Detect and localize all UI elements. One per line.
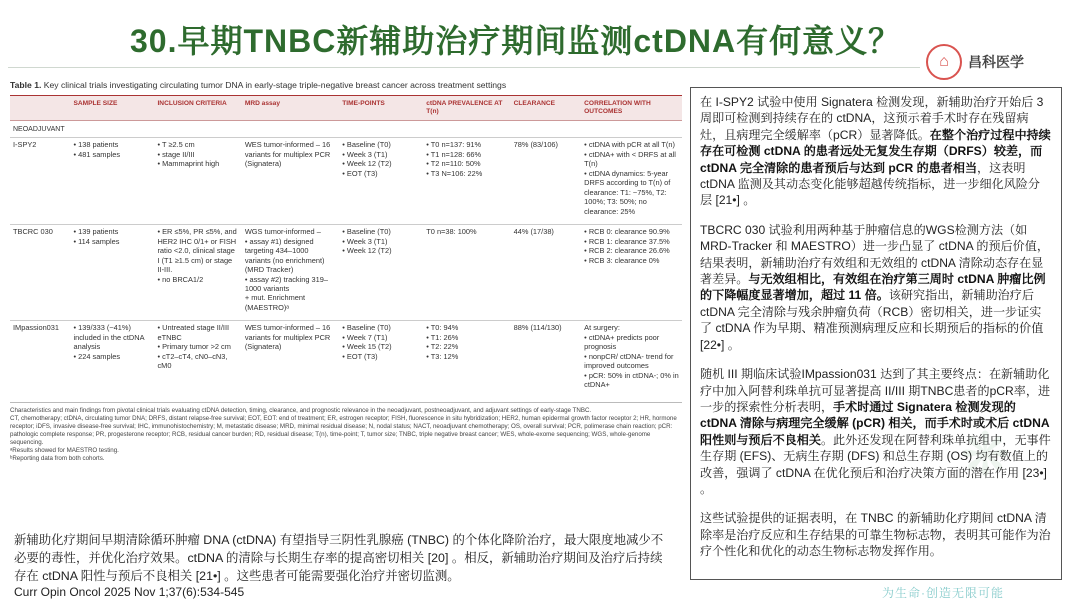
table-cell-inclusion: • T ≥2.5 cm • stage II/III • Mammaprint high bbox=[154, 138, 241, 225]
table-cell-mrd: WGS tumor-informed – • assay #1) designed targeting 434–1000 variants (no enrichment) (MRD Tracker) • assay #2) tracking 319–1000 variants + mut. Enrichment (MAESTRO)ᵃ bbox=[242, 225, 339, 321]
table-cell-trial: IMpassion031 bbox=[13, 323, 60, 333]
table-cell-sample: • 138 patients • 481 samples bbox=[70, 138, 154, 225]
brand-logo bbox=[926, 44, 1024, 80]
header-cell: CORRELATION WITH OUTCOMES bbox=[581, 96, 682, 121]
table-cell-sample: • 139 patients • 114 samples bbox=[70, 225, 154, 321]
table-cell-prevalence: • T0: 94% • T1: 26% • T2: 22% • T3: 12% bbox=[426, 323, 459, 361]
commentary-paragraph-conclusion: 这些试验提供的证据表明，在 TNBC 的新辅助化疗期间 ctDNA 清除率是治疗反应和生存结果的可靠生物标志物，表明其可能作为治疗个性化和优化的动态生物标志物发挥作用。 bbox=[700, 511, 1051, 559]
table-cell-outcomes: At surgery: • ctDNA+ predicts poor prognosis • nonpCR/ ctDNA- trend for improved outcomes • pCR: 50% in ctDNA-; 0% in ctDNA+ bbox=[584, 323, 679, 390]
table-footnotes bbox=[10, 402, 682, 463]
footnote-abbreviations: CT, chemotherapy; ctDNA, circulating tumor DNA; DRFS, distant relapse-free survival; EOT, EOT: end of treatment; ER, estrogen receptor; FISH, fluorescence in situ hybridization; HER2, human epidermal growth factor receptor 2; HR, hormone receptor; iDFS, invasive disease-free survival; IHC, immunohistochemistry; M, metastatic disease; MRD, minimal residual disease; N, nodal status; NACT, neoadjuvant chemotherapy; OS, overall survival; PCR, polimerase chain reaction; pCR: pathologic complete response; PR, progesterone receptor; RCB, residual cancer burden; RD, residual disease; T(n), time-point; T, tumor size; TNBC, triple negative breast cancer; WES, whole-exome sequencing; WGS, whole-genome sequencing. bbox=[10, 414, 677, 446]
citation: Curr Opin Oncol 2025 Nov 1;37(6):534-545 bbox=[14, 585, 245, 599]
table-cell-clearance: 78% (83/106) bbox=[511, 138, 582, 225]
table-cell-mrd: WES tumor-informed – 16 variants for multiplex PCR (Signatera) bbox=[244, 323, 331, 352]
table-cell-trial: TBCRC 030 bbox=[10, 225, 70, 321]
table-row bbox=[10, 138, 682, 225]
text-span: 。此外还发现在阿替利珠单抗组中，无事件生存期 (EFS)、无病生存期 (DFS) 和总生存期 (OS) 均有数值上的改善，强调了 ctDNA 在优化预后和治疗决策方面的潜在作用 [23•] 。 bbox=[700, 432, 1051, 496]
emphasis-span: 与无效组相比，有效组在治疗第三周时 ctDNA 肿瘤比例的下降幅度显著增加，超过 11 倍。 bbox=[700, 272, 1046, 303]
commentary-panel bbox=[690, 87, 1062, 580]
table-caption-label: Table 1. bbox=[10, 80, 42, 90]
section-label: NEOADJUVANT bbox=[10, 121, 682, 138]
table-cell-sample: • 139/333 (~41%) included in the ctDNA analysis • 224 samples bbox=[73, 323, 145, 361]
header-cell: CLEARANCE bbox=[511, 96, 582, 121]
clinical-trials-table-figure bbox=[10, 80, 682, 530]
table-cell-inclusion: • Untreated stage II/III eTNBC • Primary tumor >2 cm • cT2–cT4, cN0–cN3, cM0 bbox=[157, 323, 231, 371]
table-caption-text: Key clinical trials investigating circulating tumor DNA in early-stage triple-negative breast cancer across treatment settings bbox=[43, 80, 507, 90]
footnote-main: Characteristics and main findings from pivotal clinical trials evaluating ctDNA detection, timing, clearance, and prognostic relevance in the neoadjuvant, postneoadjuvant, and adjuvant settings of early-stage TNBC. bbox=[10, 406, 592, 414]
background-watermark: ❋ bbox=[960, 421, 1011, 488]
commentary-paragraph-tbcrc bbox=[700, 222, 1052, 353]
text-span: TBCRC 030 试验利用两种基于肿瘤信息的WGS检测方法（如 MRD-Tracker 和 MAESTRO）进一步凸显了 ctDNA 的预后价值，结果表明，新辅助治疗有效组和无效组的 ctDNA 清除动态存在显著差异。 bbox=[700, 222, 1049, 287]
table-cell-prevalence: • T0 n=137: 91% • T1 n=128: 66% • T2 n=110: 50% • T3 N=106: 22% bbox=[423, 138, 510, 225]
commentary-paragraph-impassion bbox=[700, 366, 1052, 497]
header-cell: SAMPLE SIZE bbox=[70, 96, 154, 121]
table-cell-clearance: 88% (114/130) bbox=[513, 323, 562, 333]
table-cell-inclusion: • ER ≤5%, PR ≤5%, and HER2 IHC 0/1+ or FISH ratio <2.0, clinical stage I (T1 ≥1.5 cm) or stage II-III. • no BRCA1/2 bbox=[154, 225, 241, 321]
table-cell-trial: I-SPY2 bbox=[10, 138, 70, 225]
table-cell-mrd: WES tumor-informed – 16 variants for multiplex PCR (Signatera) bbox=[242, 138, 339, 225]
table-header-row bbox=[10, 96, 682, 121]
logo-mark-icon: ⌂ bbox=[926, 44, 962, 80]
table-row bbox=[10, 225, 682, 321]
clinical-trials-table bbox=[10, 95, 682, 398]
text-span: 该研究指出，新辅助治疗后 ctDNA 完全清除与残余肿瘤负荷（RCB）密切相关，进一步证实了 ctDNA 作为早期、精准预测病理反应和长期预后的指标的价值 [22•] 。 bbox=[700, 288, 1044, 352]
table-cell-outcomes: • ctDNA with pCR at all T(n) • ctDNA+ with < DRFS at all T(n) • ctDNA dynamics: 5-year DRFS according to T(n) of clearance: T1: ~75%, T2: 100%; T3: 50%; no clearance: 25% bbox=[581, 138, 682, 225]
table-cell-outcomes: • RCB 0: clearance 90.9% • RCB 1: clearance 37.5% • RCB 2: clearance 26.6% • RCB 3: clearance 0% bbox=[581, 225, 682, 321]
text-span: 随机 III 期临床试验IMpassion031 达到了其主要终点：在新辅助化疗中加入阿替利珠单抗可显著提高 II/III 期TNBC患者的pCR率，进一步的探索性分析表明， bbox=[700, 367, 1051, 414]
table-row bbox=[10, 321, 682, 398]
page-title: 30.早期TNBC新辅助治疗期间监测ctDNA有何意义？ bbox=[130, 23, 902, 59]
table-cell-prevalence: T0 n=38: 100% bbox=[423, 225, 510, 321]
table-cell-timepoints: • Baseline (T0) • Week 3 (T1) • Week 12 (T2) • EOT (T3) bbox=[339, 138, 423, 225]
table-cell-timepoints: • Baseline (T0) • Week 7 (T1) • Week 15 (T2) • EOT (T3) bbox=[342, 323, 392, 361]
table-caption bbox=[10, 80, 682, 90]
table-cell-clearance: 44% (17/38) bbox=[511, 225, 582, 321]
text-span: ，这表明 ctDNA 监测及其动态变化能够超越传统指标，进一步细化风险分层 [21•] 。 bbox=[700, 160, 1040, 208]
header-cell: ctDNA PREVALENCE AT T(n) bbox=[423, 96, 510, 121]
footnote-b: ᵇReporting data from both cohorts. bbox=[10, 455, 105, 463]
text-span: 在 I-SPY2 试验中使用 Signatera 检测发现，新辅助治疗开始后 3 周即可检测到持续存在的 ctDNA，这预示着手术时存在残留病灶，且病理完全缓解率（pCR）显著降低。 bbox=[700, 95, 1044, 142]
commentary-paragraph-ispy2 bbox=[700, 94, 1052, 209]
table-cell-timepoints: • Baseline (T0) • Week 3 (T1) • Week 12 (T2) bbox=[339, 225, 423, 321]
header-cell: MRD assay bbox=[242, 96, 339, 121]
footnote-a: ᵃResults showed for MAESTRO testing. bbox=[10, 446, 119, 454]
footer-slogan: 为生命·创造无限可能 bbox=[882, 586, 1004, 600]
emphasis-span: 手术时通过 Signatera 检测发现的 ctDNA 清除与病理完全缓解 (pCR) 相关，而手术时或术后 ctDNA 阳性则与预后不良相关 bbox=[700, 399, 1050, 447]
logo-text: 昌科医学 bbox=[968, 54, 1024, 70]
title-divider bbox=[8, 67, 920, 68]
table-section-row bbox=[10, 121, 682, 138]
emphasis-span: 在整个治疗过程中持续存在可检测 ctDNA 的患者远处无复发生存期（DRFS）较差，而 ctDNA 完全清除的患者预后与达到 pCR 的患者相当 bbox=[700, 127, 1051, 175]
summary-paragraph: 新辅助化疗期间早期清除循环肿瘤 DNA (ctDNA) 有望指导三阴性乳腺癌 (TNBC) 的个体化降阶治疗，最大限度地减少不必要的毒性，并优化治疗效果。ctDNA 的清除与长期生存率的提高密切相关 [20] 。相反，新辅助治疗期间及治疗后持续存在 ctDNA 阳性与预后不良相关 [21•] 。这些患者可能需要强化治疗并密切监测。 bbox=[14, 533, 664, 583]
header-cell: TIME-POINTS bbox=[339, 96, 423, 121]
header-cell bbox=[10, 96, 70, 121]
header-cell: INCLUSION CRITERIA bbox=[154, 96, 241, 121]
